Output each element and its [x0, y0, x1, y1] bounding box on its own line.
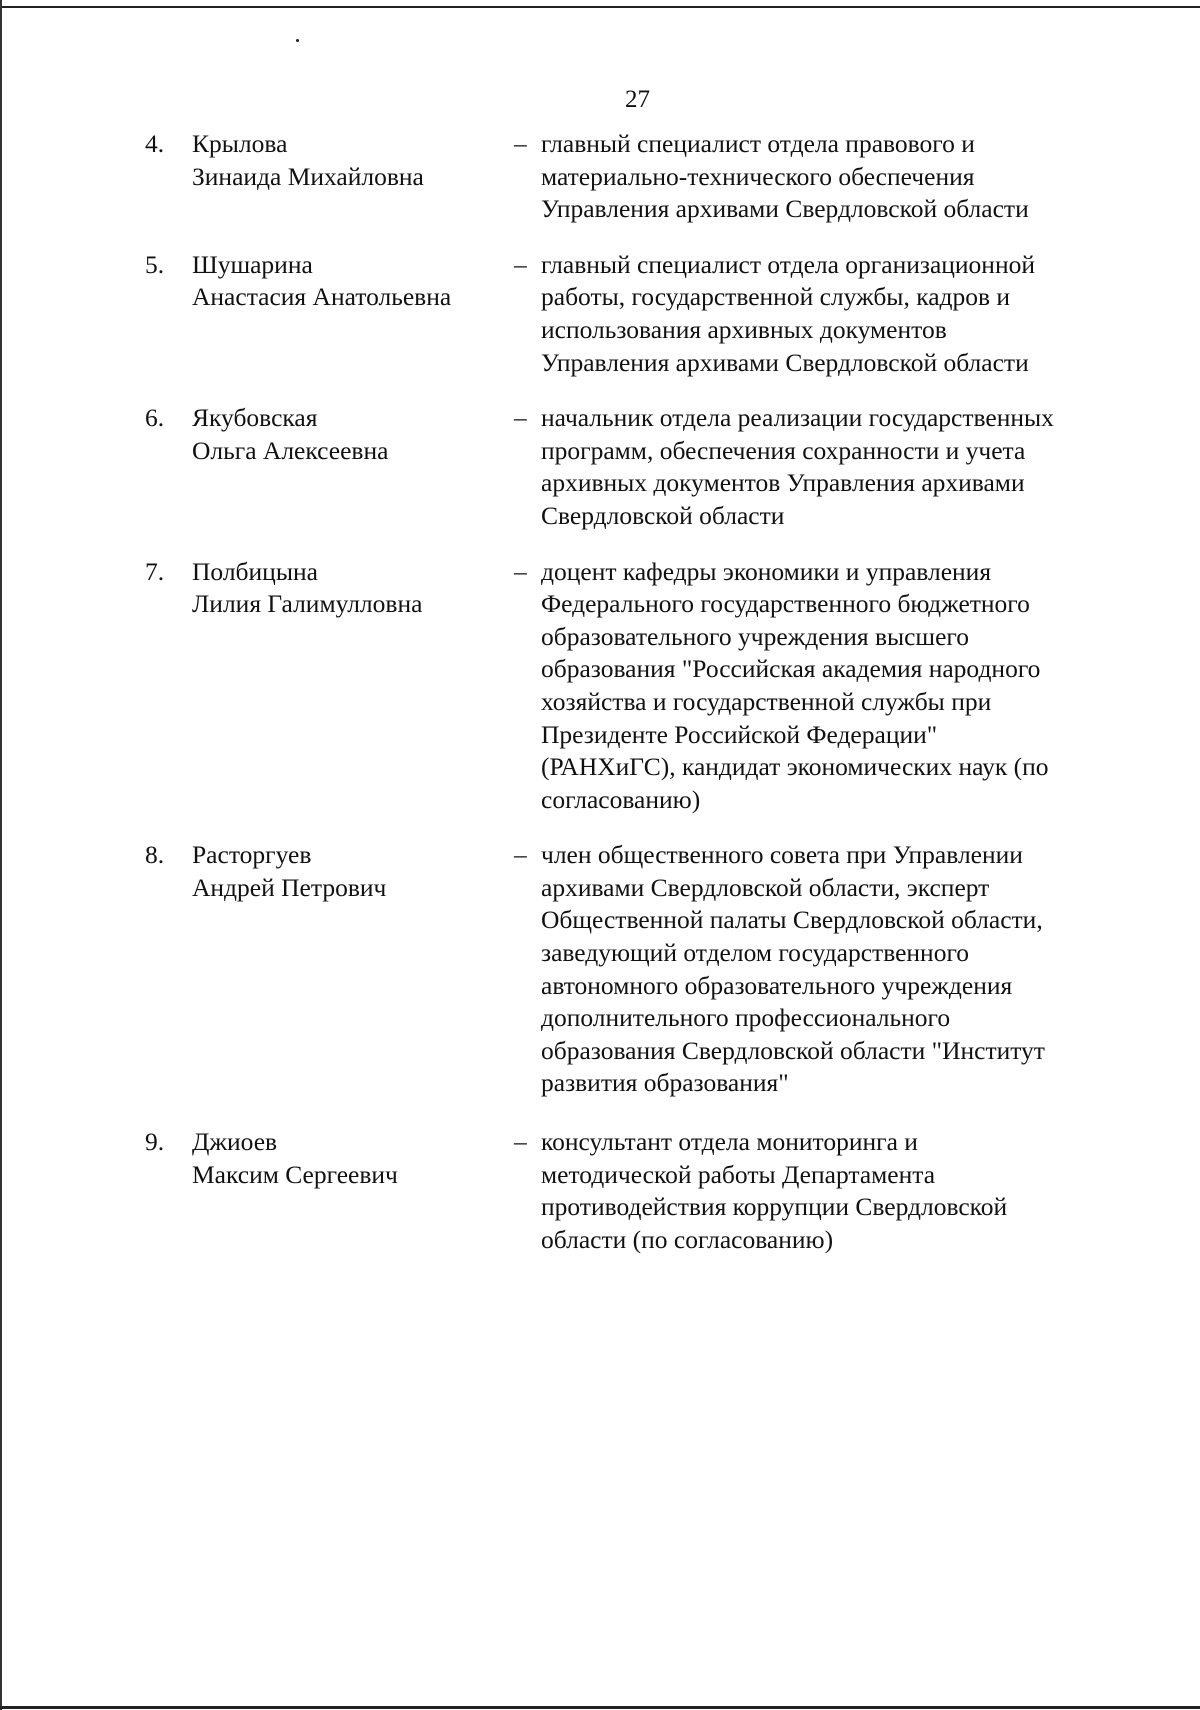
- member-position: [541, 839, 1121, 1100]
- list-item: [145, 249, 1145, 379]
- position-line: консультант отдела мониторинга и: [541, 1127, 918, 1157]
- item-number: 5.: [145, 249, 165, 279]
- position-line: Свердловской области: [541, 500, 785, 530]
- member-position: [541, 556, 1121, 817]
- position-line: Общественной палаты Свердловской области,: [541, 905, 1043, 935]
- member-name: [192, 402, 514, 467]
- item-number: 4.: [145, 129, 165, 158]
- list-item: [145, 402, 1145, 532]
- member-position: [541, 1126, 1121, 1256]
- dash-separator: –: [514, 129, 527, 158]
- list-item: [145, 1126, 1145, 1256]
- page-number: 27: [625, 86, 650, 113]
- member-given-name: Зинаида Михайловна: [192, 161, 424, 191]
- member-name: [192, 249, 514, 314]
- position-line: заведующий отделом государственного: [541, 938, 970, 968]
- position-line: области (по согласованию): [541, 1224, 834, 1254]
- dash-separator: –: [514, 403, 527, 433]
- position-line: главный специалист отдела правового и: [541, 129, 975, 158]
- position-line: член общественного совета при Управлении: [541, 840, 1023, 870]
- member-surname: Расторгуев: [192, 840, 312, 870]
- member-position: [541, 128, 1121, 226]
- position-line: развития образования": [541, 1068, 789, 1098]
- item-number: 6.: [145, 403, 165, 433]
- member-given-name: Анастасия Анатольевна: [192, 282, 452, 312]
- member-given-name: Андрей Петрович: [192, 872, 387, 902]
- member-surname: Джиоев: [192, 1127, 278, 1157]
- position-line: Управления архивами Свердловской области: [541, 194, 1029, 224]
- scan-speck: [296, 39, 299, 42]
- position-line: программ, обеспечения сохранности и учета: [541, 435, 1026, 465]
- position-line: хозяйства и государственной службы при: [541, 686, 992, 716]
- position-line: архивных документов Управления архивами: [541, 468, 1025, 498]
- position-line: главный специалист отдела организационной: [541, 249, 1036, 279]
- position-line: образовательного учреждения высшего: [541, 621, 969, 651]
- position-line: Президенте Российской Федерации": [541, 719, 938, 749]
- member-surname: Полбицына: [192, 556, 318, 586]
- member-name: [192, 1126, 514, 1191]
- dash-separator: –: [514, 840, 527, 870]
- position-line: доцент кафедры экономики и управления: [541, 556, 992, 586]
- member-name: [192, 556, 514, 621]
- member-surname: Крылова: [192, 129, 288, 158]
- dash-separator: –: [514, 556, 527, 586]
- item-number: 8.: [145, 840, 165, 870]
- position-line: Управления архивами Свердловской области: [541, 347, 1029, 377]
- position-line: методической работы Департамента: [541, 1159, 936, 1189]
- position-line: материально-технического обеспечения: [541, 161, 975, 191]
- position-line: согласованию): [541, 784, 701, 814]
- position-line: использования архивных документов: [541, 314, 947, 344]
- item-number: 9.: [145, 1127, 165, 1157]
- member-given-name: Ольга Алексеевна: [192, 435, 389, 465]
- list-item: [145, 556, 1145, 817]
- position-line: автономного образовательного учреждения: [541, 970, 1013, 1000]
- member-position: [541, 402, 1121, 532]
- position-line: образования Свердловской области "Институт: [541, 1035, 1045, 1065]
- list-item: [145, 839, 1145, 1100]
- dash-separator: –: [514, 1127, 527, 1157]
- position-line: образования "Российская академия народного: [541, 654, 1041, 684]
- position-line: Федерального государственного бюджетного: [541, 589, 1030, 619]
- item-number: 7.: [145, 556, 165, 586]
- member-given-name: Максим Сергеевич: [192, 1159, 398, 1189]
- position-line: (РАНХиГС), кандидат экономических наук (по: [541, 752, 1049, 782]
- member-name: [192, 128, 514, 193]
- position-line: противодействия коррупции Свердловской: [541, 1192, 1008, 1222]
- position-line: дополнительного профессионального: [541, 1003, 951, 1033]
- member-surname: Якубовская: [192, 403, 318, 433]
- dash-separator: –: [514, 249, 527, 279]
- member-position: [541, 249, 1121, 379]
- position-line: начальник отдела реализации государственных: [541, 403, 1054, 433]
- position-line: архивами Свердловской области, эксперт: [541, 872, 990, 902]
- member-list: [145, 128, 1145, 1256]
- scan-border-left: [0, 0, 2, 1710]
- member-surname: Шушарина: [192, 249, 313, 279]
- position-line: работы, государственной службы, кадров и: [541, 282, 1011, 312]
- list-item: [145, 128, 1145, 226]
- scan-border-bottom: [0, 1706, 1200, 1709]
- member-name: [192, 839, 514, 904]
- scan-border-top: [0, 6, 1200, 8]
- member-given-name: Лилия Галимулловна: [192, 589, 423, 619]
